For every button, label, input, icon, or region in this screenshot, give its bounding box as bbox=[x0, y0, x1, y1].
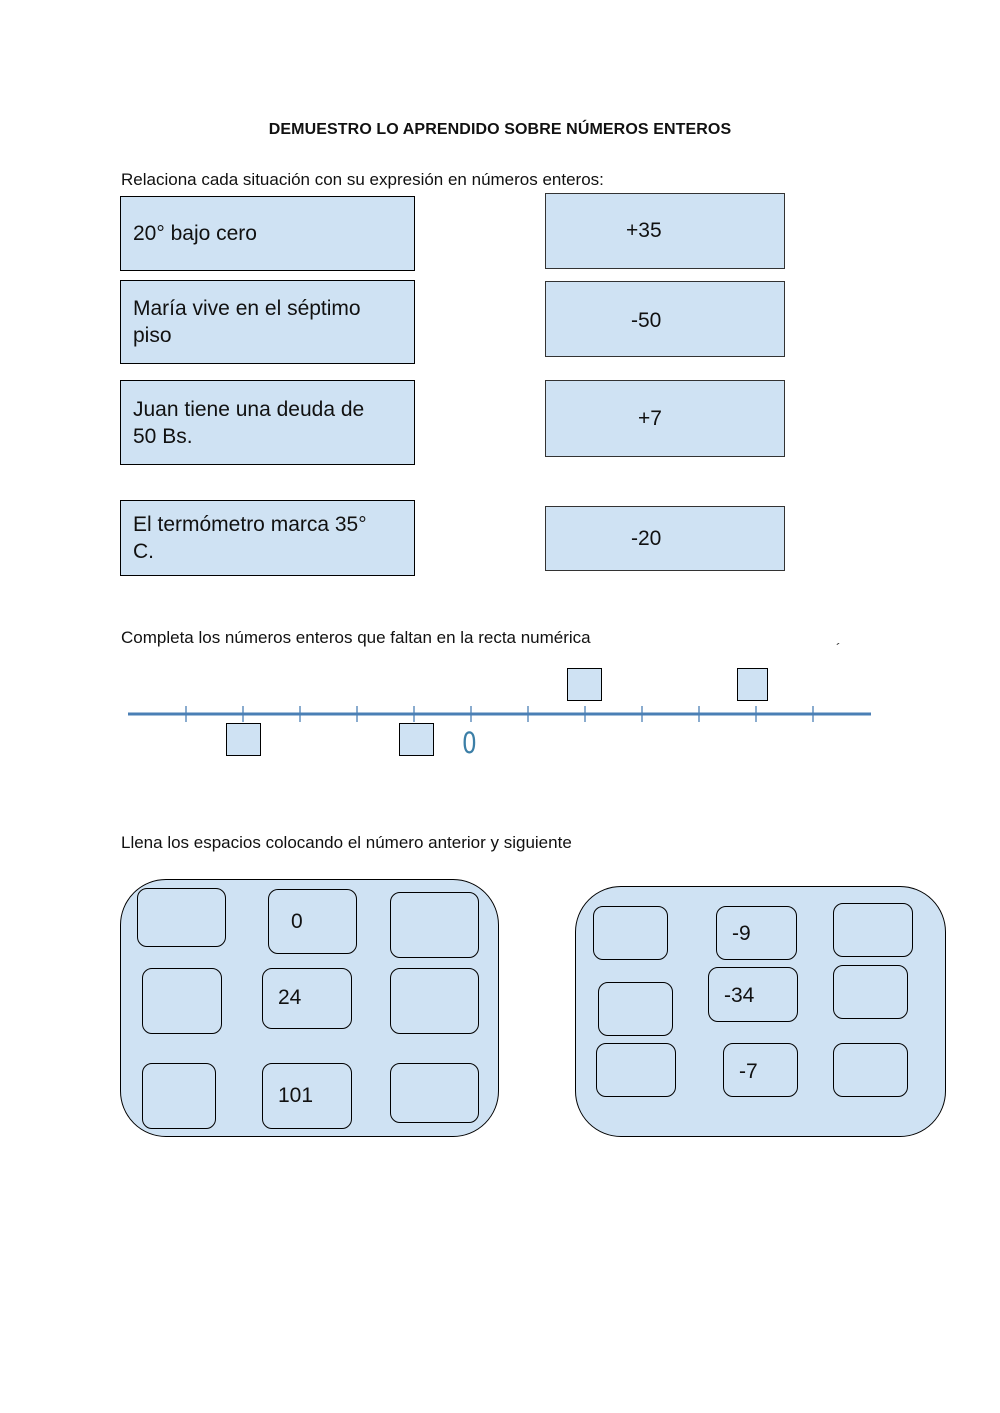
given-number: -9 bbox=[732, 922, 751, 945]
given-number-cell bbox=[716, 906, 797, 960]
situation-text-2a: María vive en el séptimo bbox=[133, 297, 361, 320]
given-number-cell bbox=[268, 889, 357, 954]
number-line bbox=[0, 700, 1000, 730]
predecessor-successor-instruction: Llena los espacios colocando el número anterior y siguiente bbox=[121, 833, 572, 852]
matching-instruction: Relaciona cada situación con su expresión en números enteros: bbox=[121, 170, 604, 189]
left-number-panel bbox=[120, 879, 499, 1137]
situation-box-2[interactable] bbox=[120, 280, 415, 364]
number-line-answer-box[interactable] bbox=[399, 723, 434, 756]
situation-text-3b: 50 Bs. bbox=[133, 424, 193, 448]
zero-label: 0 bbox=[462, 726, 477, 760]
answer-cell[interactable] bbox=[142, 1063, 216, 1129]
page-title: DEMUESTRO LO APRENDIDO SOBRE NÚMEROS ENTEROS bbox=[268, 121, 732, 138]
situation-text-2b: piso bbox=[133, 324, 172, 347]
situation-box-3[interactable] bbox=[120, 380, 415, 465]
number-line-answer-box[interactable] bbox=[226, 723, 261, 756]
situation-text-3a: Juan tiene una deuda de bbox=[133, 397, 365, 421]
answer-cell[interactable] bbox=[593, 906, 668, 960]
answer-cell[interactable] bbox=[833, 965, 908, 1019]
given-number-cell bbox=[262, 1063, 352, 1129]
expression-box-1[interactable] bbox=[545, 193, 785, 269]
situation-text-1a: 20° bajo cero bbox=[133, 222, 257, 245]
number-line-answer-box[interactable] bbox=[737, 668, 768, 701]
answer-cell[interactable] bbox=[137, 888, 226, 947]
expression-label-4: -20 bbox=[631, 527, 662, 550]
answer-cell[interactable] bbox=[390, 1063, 479, 1123]
number-line-instruction: Completa los números enteros que faltan en la recta numérica bbox=[121, 628, 591, 647]
given-number: 0 bbox=[291, 910, 303, 933]
answer-cell[interactable] bbox=[390, 968, 479, 1034]
situation-text-4a: El termómetro marca 35° bbox=[133, 513, 367, 536]
expression-label-1: +35 bbox=[626, 219, 662, 242]
expression-box-4[interactable] bbox=[545, 506, 785, 571]
given-number-cell bbox=[723, 1043, 798, 1097]
answer-cell[interactable] bbox=[598, 982, 673, 1036]
situation-text-4b: C. bbox=[133, 540, 154, 563]
expression-label-2: -50 bbox=[631, 309, 662, 332]
right-number-panel bbox=[575, 886, 946, 1137]
given-number: -7 bbox=[739, 1060, 758, 1083]
answer-cell[interactable] bbox=[390, 892, 479, 958]
expression-box-3[interactable] bbox=[545, 380, 785, 457]
given-number: 24 bbox=[278, 986, 302, 1009]
situation-box-4[interactable] bbox=[120, 500, 415, 576]
expression-label-3: +7 bbox=[638, 407, 662, 430]
number-line-answer-box[interactable] bbox=[567, 668, 602, 701]
answer-cell[interactable] bbox=[833, 1043, 908, 1097]
answer-cell[interactable] bbox=[833, 903, 913, 957]
given-number: -34 bbox=[724, 984, 755, 1007]
situation-box-1[interactable] bbox=[120, 196, 415, 271]
given-number: 101 bbox=[278, 1084, 314, 1107]
given-number-cell bbox=[262, 968, 352, 1029]
answer-cell[interactable] bbox=[596, 1043, 676, 1097]
stray-mark: ´ bbox=[836, 640, 841, 656]
given-number-cell bbox=[708, 967, 798, 1022]
expression-box-2[interactable] bbox=[545, 281, 785, 357]
answer-cell[interactable] bbox=[142, 968, 222, 1034]
